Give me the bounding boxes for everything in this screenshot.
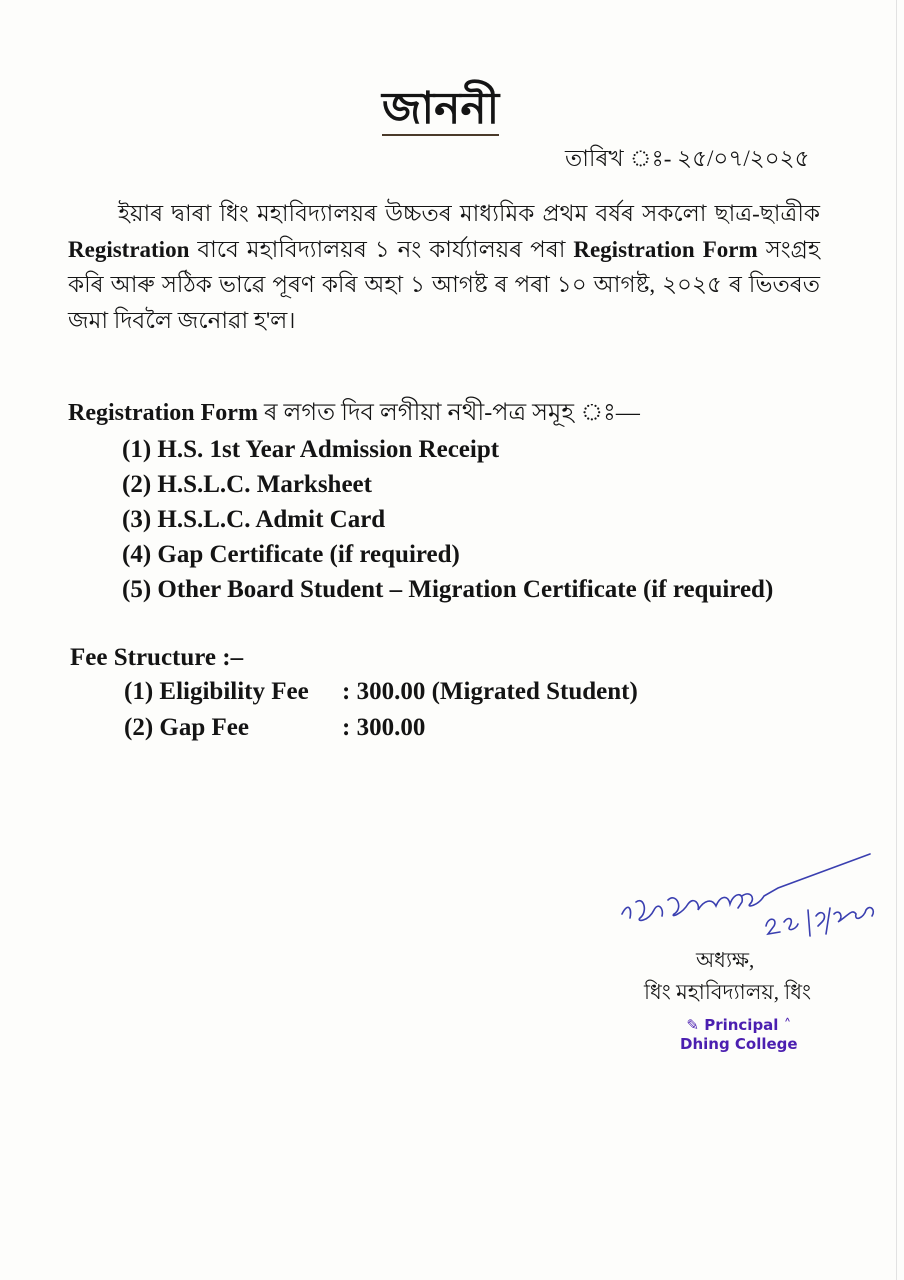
document-item: (3) H.S.L.C. Admit Card xyxy=(122,506,386,533)
documents-list xyxy=(122,432,773,607)
notice-paragraph xyxy=(68,196,820,338)
principal-stamp xyxy=(680,1016,798,1054)
scan-edge-line xyxy=(896,0,897,1280)
paragraph-text: বাবে মহাবিদ্যালয়ৰ ১ নং কাৰ্য্যালয়ৰ পৰা xyxy=(189,236,574,262)
notice-date: তাৰিখ ঃ- ২৫/০৭/২০২৫ xyxy=(565,146,810,171)
documents-heading xyxy=(68,394,640,434)
fee-structure-heading: Fee Structure :– xyxy=(70,644,244,671)
document-item: (1) H.S. 1st Year Admission Receipt xyxy=(122,436,500,463)
document-item: (4) Gap Certificate (if required) xyxy=(122,541,460,568)
signatory-designation: অধ্যক্ষ, xyxy=(696,948,755,972)
handwritten-signature xyxy=(618,852,888,948)
stamp-line-2: Dhing College xyxy=(680,1035,798,1053)
document-item: (2) H.S.L.C. Marksheet xyxy=(122,471,372,498)
paragraph-english-term: Registration Form xyxy=(573,236,758,262)
paragraph-text: ইয়াৰ দ্বাৰা ধিং মহাবিদ্যালয়ৰ উচ্চতৰ মাধ্যমিক প্ৰথম বৰ্ষৰ সকলো ছাত্ৰ-ছাত্ৰীক xyxy=(118,201,820,226)
documents-heading-as: ৰ লগত দিব লগীয়া নথী-পত্ৰ সমূহ ঃ— xyxy=(257,400,640,426)
document-item: (5) Other Board Student – Migration Certificate (if required) xyxy=(122,576,774,603)
signatory-institution: ধিং মহাবিদ্যালয়, ধিং xyxy=(644,980,812,1004)
paragraph-text: সংগ্ৰহ কৰি আৰু সঠিক ভাৱে পূৰণ কৰি অহা ১ আগষ্ট ৰ পৰা ১০ আগষ্ট, ২০২৫ ৰ ভিতৰত জমা দিবলৈ জনোৱা হ'ল। xyxy=(68,236,820,333)
stamp-mark-icon: ˄ xyxy=(783,1016,792,1034)
fee-value: : 300.00 xyxy=(342,714,426,741)
stamp-line-1: Principal xyxy=(704,1016,779,1034)
fee-label: (2) Gap Fee xyxy=(124,714,249,741)
documents-heading-en: Registration Form xyxy=(68,400,258,426)
notice-title: জাননী xyxy=(382,86,499,136)
fee-label: (1) Eligibility Fee xyxy=(124,678,309,705)
fee-row-eligibility xyxy=(124,678,638,706)
pen-nib-icon: ✎ xyxy=(686,1016,699,1034)
fee-value: : 300.00 (Migrated Student) xyxy=(342,678,638,705)
paragraph-english-term: Registration xyxy=(68,236,190,262)
fee-row-gap xyxy=(124,714,425,742)
